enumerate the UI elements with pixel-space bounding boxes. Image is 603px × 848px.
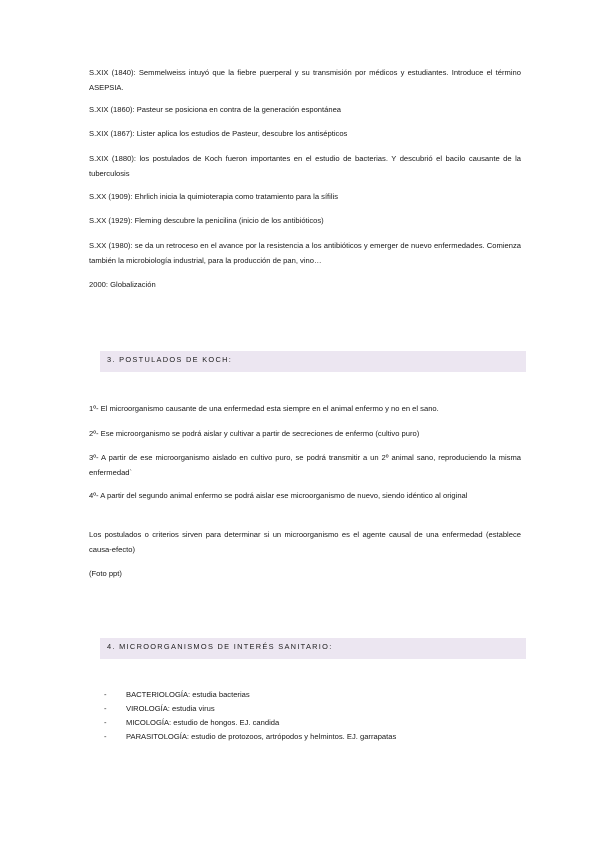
photo-note: (Foto ppt) bbox=[89, 569, 122, 578]
history-7: S.XX (1980): se da un retroceso en el avance por la resistencia a los antibióticos y emerger de nuevo enfermedades. Comienza también la microbiología industrial, para la producción de pan, vino… bbox=[89, 241, 521, 265]
section-heading-microorganismos bbox=[100, 638, 526, 659]
postulado-4: 4º- A partir del segundo animal enfermo se podrá aislar ese microorganismo de nuevo, siendo idéntico al original bbox=[89, 491, 468, 500]
postulado-1: 1º- El microorganismo causante de una enfermedad esta siempre en el animal enfermo y no en el sano. bbox=[89, 404, 439, 413]
section-title: 3. POSTULADOS DE KOCH: bbox=[107, 355, 233, 364]
history-6: S.XX (1929): Fleming descubre la penicilina (inicio de los antibióticos) bbox=[89, 216, 324, 225]
microorganisms-list bbox=[104, 688, 524, 744]
postulado-2: 2º- Ese microorganismo se podrá aislar y cultivar a partir de secreciones de enfermo (cultivo puro) bbox=[89, 429, 420, 438]
history-1: S.XIX (1840): Semmelweiss intuyó que la fiebre puerperal y su transmisión por médicos y estudiantes. Introduce el término ASEPSIA. bbox=[89, 68, 521, 92]
postulado-3: 3º- A partir de ese microorganismo aislado en cultivo puro, se podrá transmitir a un 2º animal sano, reproduciendo la misma enfermedad` bbox=[89, 453, 521, 477]
list-item: - BACTERIOLOGÍA: estudia bacterias bbox=[104, 690, 250, 699]
section-title: 4. MICROORGANISMOS DE INTERÉS SANITARIO: bbox=[107, 642, 333, 651]
history-8: 2000: Globalización bbox=[89, 280, 156, 289]
history-4: S.XIX (1880): los postulados de Koch fueron importantes en el estudio de bacterias. Y descubrió el bacilo causante de la tuberculosis bbox=[89, 154, 521, 178]
postulados-note: Los postulados o criterios sirven para determinar si un microorganismo es el agente causal de una enfermedad (establece causa-efecto) bbox=[89, 530, 521, 554]
list-item: - PARASITOLOGÍA: estudio de protozoos, artrópodos y helmintos. EJ. garrapatas bbox=[104, 732, 397, 741]
section-heading-koch bbox=[100, 351, 526, 372]
list-item: - VIROLOGÍA: estudia virus bbox=[104, 704, 215, 713]
history-2: S.XIX (1860): Pasteur se posiciona en contra de la generación espontánea bbox=[89, 105, 342, 114]
list-item: - MICOLOGÍA: estudio de hongos. EJ. candida bbox=[104, 718, 280, 727]
history-3: S.XIX (1867): Lister aplica los estudios de Pasteur, descubre los antisépticos bbox=[89, 129, 348, 138]
history-5: S.XX (1909): Ehrlich inicia la quimioterapia como tratamiento para la sífilis bbox=[89, 192, 339, 201]
